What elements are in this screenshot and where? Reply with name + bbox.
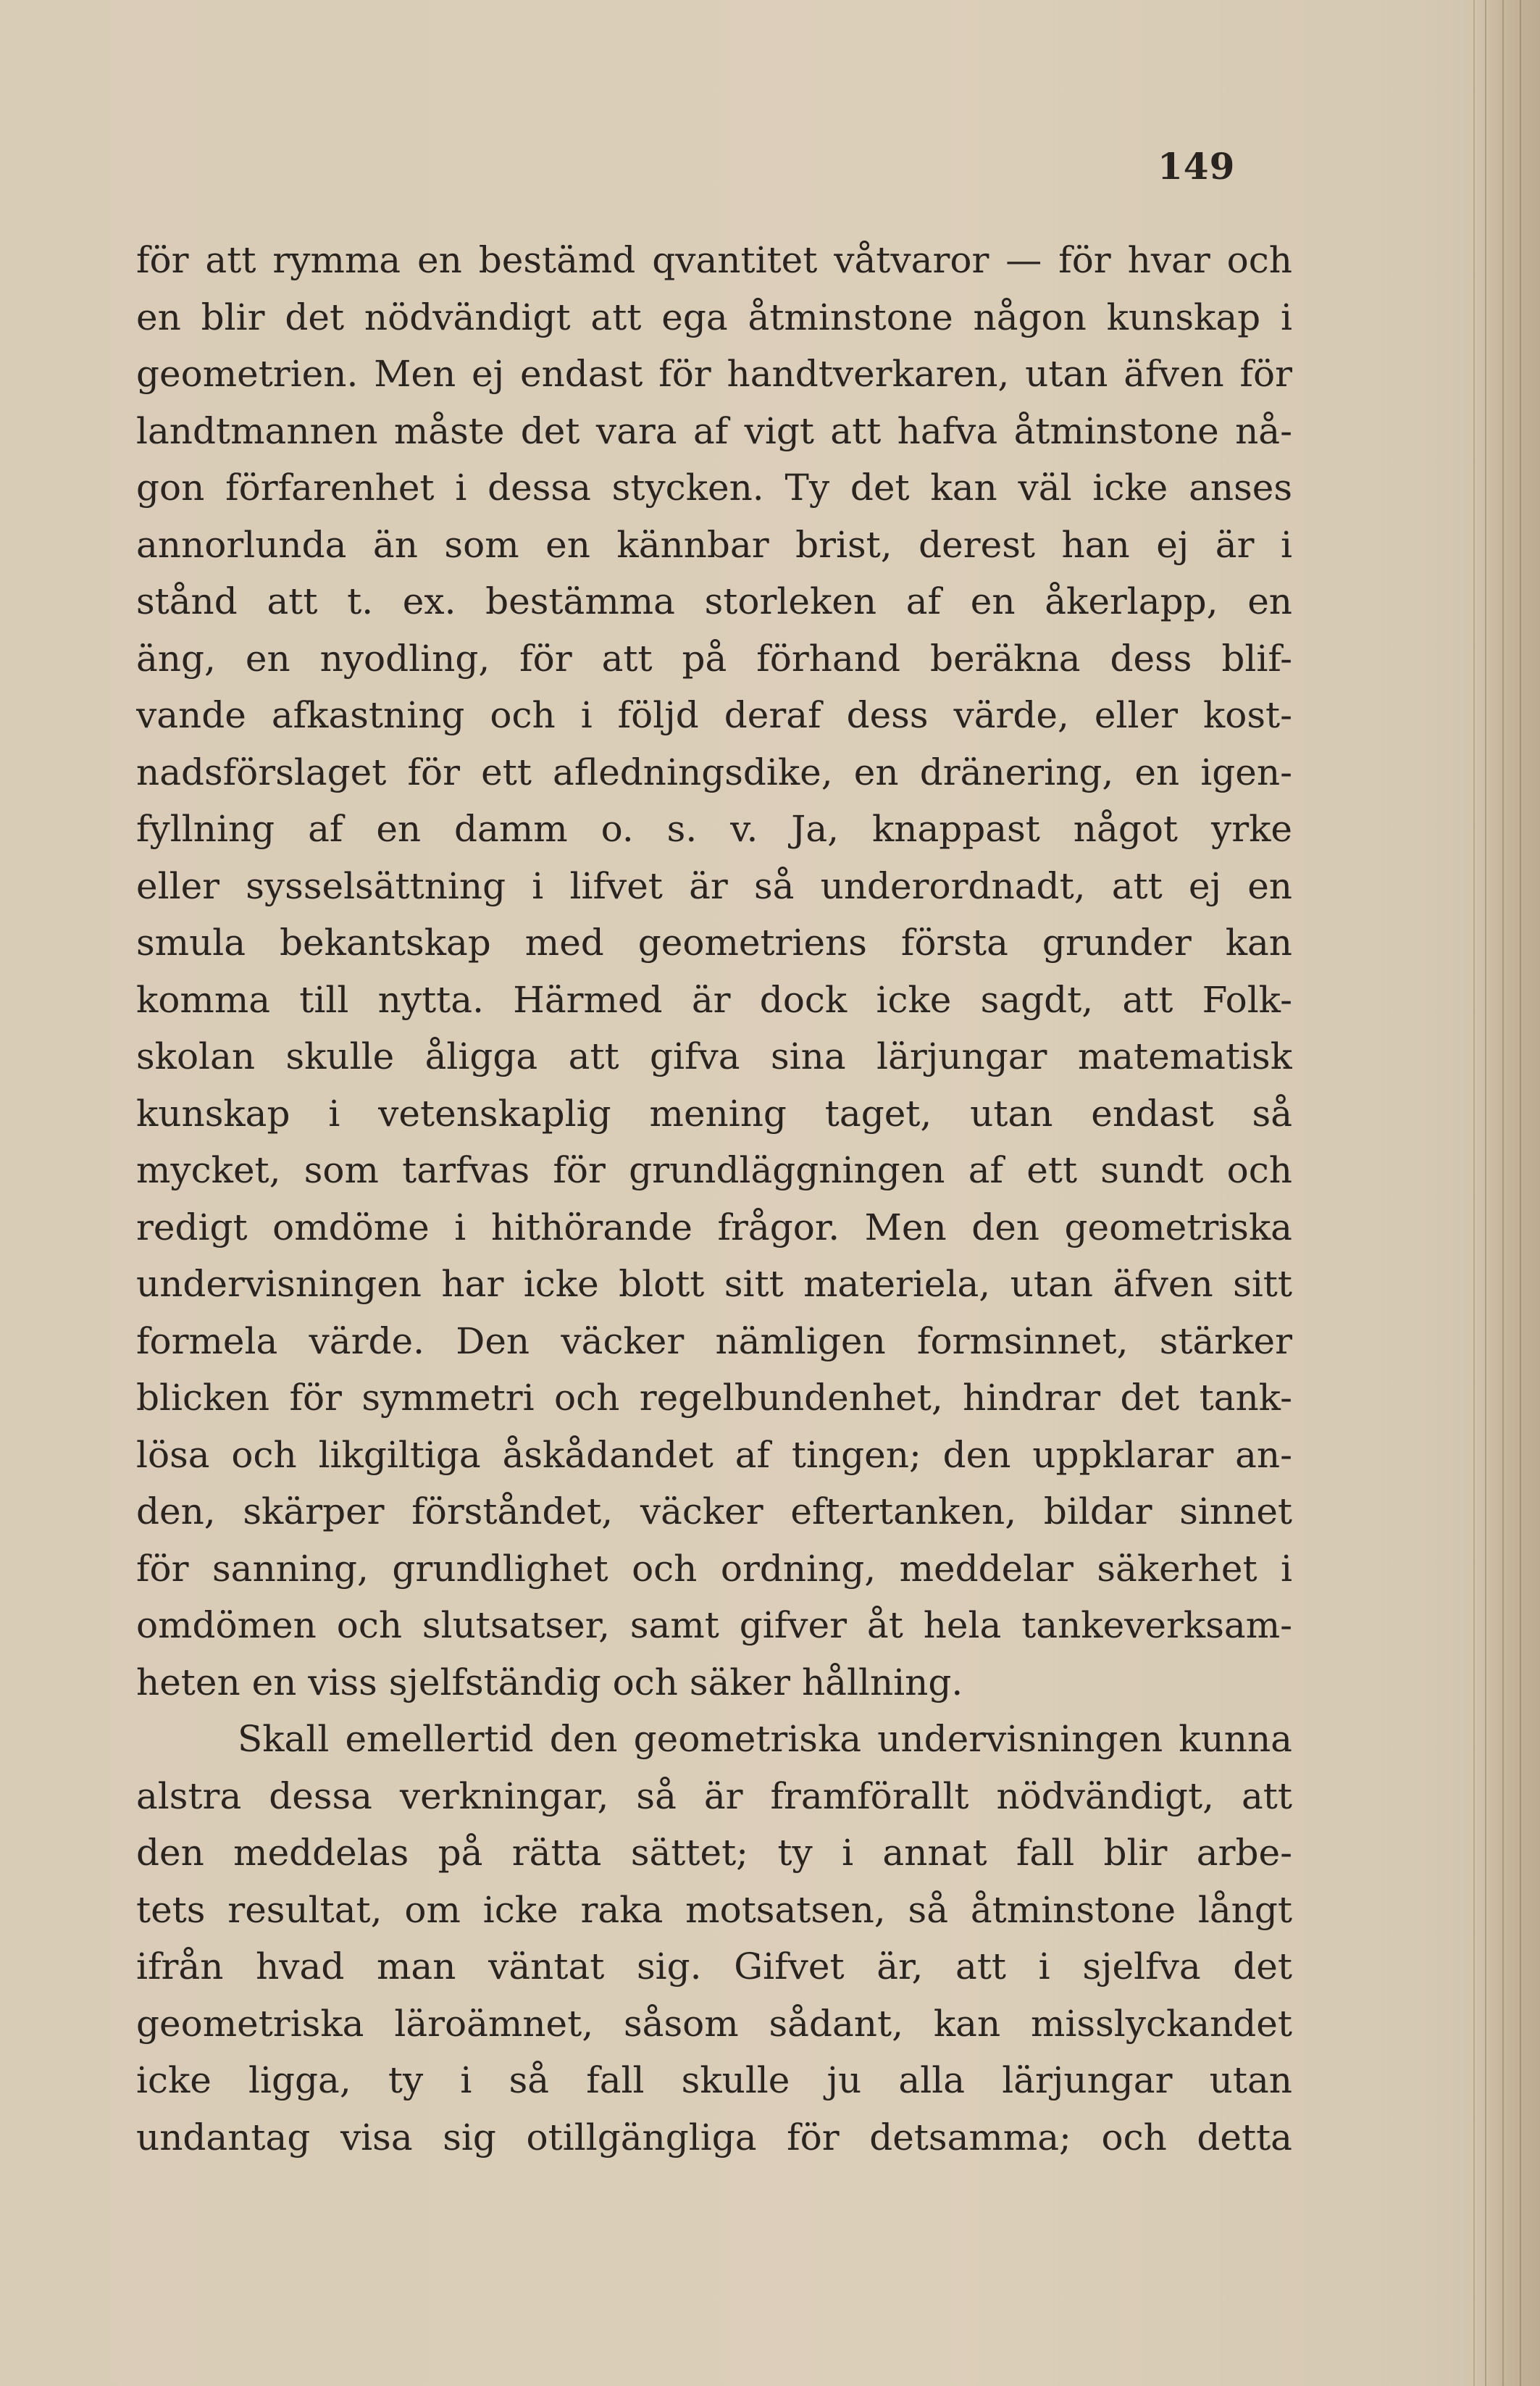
text-line: smula bekantskap med geometriens första grunder kan	[136, 922, 1292, 964]
text-line: alstra dessa verkningar, så är framförallt nödvändigt, att	[136, 1774, 1292, 1817]
text-line: för sanning, grundlighet och ordning, meddelar säkerhet i	[136, 1547, 1292, 1590]
page-gutter	[1473, 0, 1540, 2386]
text-line: mycket, som tarfvas för grundläggningen af ett sundt och	[136, 1149, 1292, 1191]
text-line: vande afkastning och i följd deraf dess värde, eller kost-	[136, 694, 1292, 736]
text-line: landtmannen måste det vara af vigt att hafva åtminstone nå-	[136, 409, 1292, 452]
text-line: den meddelas på rätta sättet; ty i annat fall blir arbe-	[136, 1832, 1292, 1874]
body-text	[136, 232, 1292, 2166]
text-line: tets resultat, om icke raka motsatsen, så åtminstone långt	[136, 1888, 1292, 1931]
text-line: formela värde. Den väcker nämligen formsinnet, stärker	[136, 1319, 1292, 1362]
text-line: för att rymma en bestämd qvantitet våtvaror — för hvar och	[136, 239, 1292, 281]
text-line: undervisningen har icke blott sitt materiela, utan äfven sitt	[136, 1263, 1292, 1305]
text-line: skolan skulle åligga att gifva sina lärjungar matematisk	[136, 1035, 1292, 1077]
text-line: heten en viss sjelfständig och säker hållning.	[136, 1661, 963, 1703]
text-line: Skall emellertid den geometriska undervisningen kunna	[238, 1718, 1292, 1760]
text-line: den, skärper förståndet, väcker eftertanken, bildar sinnet	[136, 1490, 1292, 1532]
text-line: stånd att t. ex. bestämma storleken af en åkerlapp, en	[136, 580, 1292, 622]
text-line: nadsförslaget för ett afledningsdike, en dränering, en igen-	[136, 751, 1292, 793]
gutter-line	[1520, 0, 1521, 2386]
text-line: en blir det nödvändigt att ega åtminstone någon kunskap i	[136, 296, 1292, 338]
gutter-line	[1502, 0, 1504, 2386]
text-line: kunskap i vetenskaplig mening taget, utan endast så	[136, 1092, 1292, 1135]
page-number: 149	[1158, 145, 1236, 188]
text-line: blicken för symmetri och regelbundenhet, hindrar det tank-	[136, 1377, 1292, 1419]
text-line: undantag visa sig otillgängliga för detsamma; och detta	[136, 2116, 1292, 2158]
gutter-line	[1485, 0, 1486, 2386]
text-line: omdömen och slutsatser, samt gifver åt hela tankeverksam-	[136, 1604, 1292, 1646]
text-line: komma till nytta. Härmed är dock icke sagdt, att Folk-	[136, 978, 1292, 1021]
text-line: annorlunda än som en kännbar brist, derest han ej är i	[136, 523, 1292, 566]
text-line: ifrån hvad man väntat sig. Gifvet är, att i sjelfva det	[136, 1945, 1292, 1987]
text-line: äng, en nyodling, för att på förhand beräkna dess blif-	[136, 637, 1292, 680]
text-line: redigt omdöme i hithörande frågor. Men den geometriska	[136, 1206, 1292, 1248]
text-line: fyllning af en damm o. s. v. Ja, knappast något yrke	[136, 808, 1292, 850]
text-line: icke ligga, ty i så fall skulle ju alla lärjungar utan	[136, 2059, 1292, 2101]
text-line: geometriska läroämnet, såsom sådant, kan misslyckandet	[136, 2002, 1292, 2045]
text-line: eller sysselsättning i lifvet är så underordnadt, att ej en	[136, 864, 1292, 907]
text-line: geometrien. Men ej endast för handtverkaren, utan äfven för	[136, 353, 1292, 395]
text-line: gon förfarenhet i dessa stycken. Ty det kan väl icke anses	[136, 467, 1292, 509]
text-line: lösa och likgiltiga åskådandet af tingen; den uppklarar an-	[136, 1433, 1292, 1476]
